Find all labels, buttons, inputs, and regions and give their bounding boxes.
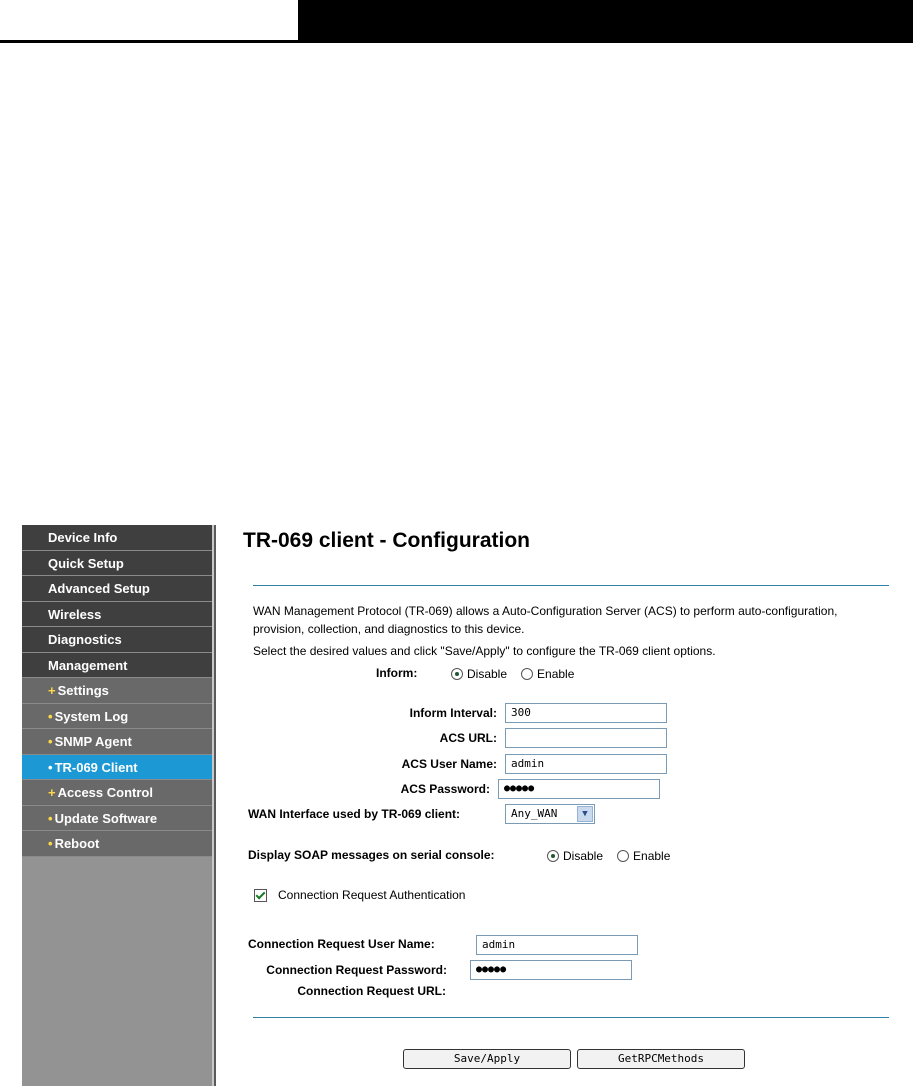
acs-url-input[interactable] [505, 728, 667, 748]
sidebar-item-management[interactable] [22, 653, 212, 679]
inform-enable-radio[interactable] [521, 668, 533, 680]
conn-password-label: Connection Request Password: [266, 963, 447, 977]
soap-enable-radio[interactable] [617, 850, 629, 862]
bullet-icon: • [48, 836, 53, 851]
wan-interface-select[interactable] [505, 804, 595, 824]
page-title: TR-069 client - Configuration [243, 529, 531, 552]
get-rpc-methods-button[interactable]: GetRPCMethods [577, 1049, 745, 1069]
acs-password-input[interactable]: ●●●●● [498, 779, 660, 799]
sidebar-item-reboot[interactable] [22, 831, 212, 857]
conn-auth-checkbox[interactable] [254, 889, 267, 902]
acs-user-name-input[interactable]: admin [505, 754, 667, 774]
header-black-block [298, 0, 913, 41]
bottom-divider [253, 1017, 889, 1018]
plus-icon: + [48, 683, 56, 698]
sidebar-item-device-info[interactable] [22, 525, 212, 551]
sidebar-item-label: Advanced Setup [48, 581, 150, 596]
sidebar-item-update-software[interactable] [22, 806, 212, 832]
sidebar-item-label: Wireless [48, 606, 102, 622]
bullet-icon: • [48, 734, 53, 749]
sidebar-item-diagnostics[interactable] [22, 627, 212, 653]
sidebar-item-label: Quick Setup [48, 555, 124, 571]
router-screenshot [22, 525, 892, 1086]
sidebar-item-label: Access Control [57, 785, 153, 800]
sidebar-item-label: Settings [57, 683, 109, 698]
acs-url-label: ACS URL: [439, 731, 497, 745]
sidebar-item-wireless[interactable] [22, 602, 212, 628]
sidebar-item-label: Diagnostics [48, 632, 122, 647]
inform-disable-label: Disable [467, 667, 508, 681]
bullet-icon: • [48, 810, 53, 826]
conn-url-label: Connection Request URL: [297, 984, 446, 998]
wan-interface-value: Any_WAN [511, 807, 558, 820]
soap-radio-group [547, 849, 670, 863]
soap-messages-label: Display SOAP messages on serial console: [248, 848, 495, 862]
soap-enable-label: Enable [633, 849, 671, 863]
acs-password-label: ACS Password: [400, 782, 490, 796]
soap-disable-radio[interactable] [547, 850, 559, 862]
conn-user-name-input[interactable]: admin [476, 935, 638, 955]
top-divider [253, 585, 889, 586]
header-rule [0, 40, 913, 43]
soap-disable-label: Disable [563, 849, 604, 863]
sidebar-item-label: Reboot [54, 836, 100, 851]
sidebar-item-label: Update Software [54, 810, 158, 826]
description-line-1: WAN Management Protocol (TR-069) allows a Auto-Configuration Server (ACS) to perform auto-configuration, [253, 604, 838, 618]
bullet-icon: • [48, 759, 53, 775]
bullet-icon: • [48, 708, 53, 724]
conn-user-name-label: Connection Request User Name: [248, 937, 435, 951]
conn-auth-label: Connection Request Authentication [278, 888, 466, 902]
sidebar [22, 525, 212, 1086]
plus-icon: + [48, 785, 56, 800]
sidebar-item-label: TR-069 Client [54, 759, 138, 775]
conn-password-input[interactable]: ●●●●● [470, 960, 632, 980]
inform-disable-radio[interactable] [451, 668, 463, 680]
chevron-down-icon[interactable]: ▼ [577, 806, 593, 822]
wan-interface-label: WAN Interface used by TR-069 client: [248, 807, 461, 821]
sidebar-item-snmp-agent[interactable] [22, 729, 212, 755]
sidebar-item-settings[interactable] [22, 678, 212, 704]
sidebar-item-advanced-setup[interactable] [22, 576, 212, 602]
sidebar-item-label: SNMP Agent [54, 734, 132, 749]
inform-interval-input[interactable]: 300 [505, 703, 667, 723]
sidebar-item-quick-setup[interactable] [22, 551, 212, 577]
sidebar-item-access-control[interactable] [22, 780, 212, 806]
sidebar-item-system-log[interactable] [22, 704, 212, 730]
save-apply-button[interactable]: Save/Apply [403, 1049, 571, 1069]
inform-label: Inform: [376, 666, 418, 680]
inform-enable-label: Enable [537, 667, 575, 681]
description-line-2: provision, collection, and diagnostics to this device. [253, 622, 525, 636]
inform-radio-group [451, 667, 574, 681]
sidebar-item-label: Management [48, 657, 128, 673]
sidebar-item-tr069-client[interactable] [22, 755, 212, 781]
description-line-3: Select the desired values and click "Save/Apply" to configure the TR-069 client options. [253, 644, 716, 658]
main-content [216, 525, 892, 1086]
sidebar-item-label: Device Info [48, 530, 118, 545]
acs-user-name-label: ACS User Name: [401, 757, 497, 771]
inform-interval-label: Inform Interval: [409, 706, 497, 720]
sidebar-item-label: System Log [54, 708, 129, 724]
